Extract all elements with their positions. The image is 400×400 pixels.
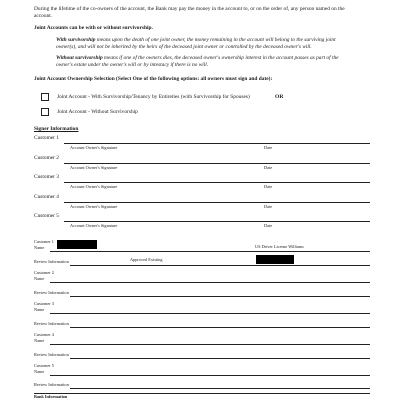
joint-accounts-heading: Joint Accounts can be with or without survivorship. <box>34 25 153 31</box>
customer-3-signature-line[interactable] <box>64 182 370 183</box>
or-label: OR <box>275 94 284 100</box>
option-without-survivorship-label: Joint Account - Without Survivorship <box>57 109 138 115</box>
redacted-id-1 <box>256 255 294 264</box>
review-3-review-line[interactable] <box>70 327 370 328</box>
intro-line-2: account. <box>34 13 53 19</box>
review-3-name-label: Name <box>34 307 45 312</box>
review-1-id-note: US Driver License Williams <box>255 244 304 249</box>
with-survivorship-line-2: owner(s), and will not be inherited by the heirs of the deceased joint owner or controlled by the deceased owner's will. <box>56 44 312 50</box>
customer-5-date-caption: Date <box>264 223 273 228</box>
review-1-name-label: Name <box>34 245 45 250</box>
redacted-name-1 <box>57 240 97 249</box>
review-4-name-label: Name <box>34 338 45 343</box>
review-2-customer-label: Customer 2 <box>34 270 54 275</box>
customer-2-signature-line[interactable] <box>64 163 370 164</box>
customer-1-date-caption: Date <box>264 145 273 150</box>
review-3-customer-label: Customer 3 <box>34 301 54 306</box>
option-with-survivorship-label: Joint Account - With Survivorship/Tenancy by Entireties (with Survivorship for Spouses) <box>57 94 250 100</box>
customer-3-signature-caption: Account Owner's Signature <box>70 184 118 189</box>
review-1-name-line[interactable] <box>50 251 370 252</box>
customer-4-label: Customer 4 <box>34 194 60 200</box>
review-2-review-label: Review Information <box>34 290 69 295</box>
review-5-review-line[interactable] <box>70 388 370 389</box>
customer-1-signature-caption: Account Owner's Signature <box>70 145 118 150</box>
review-5-name-line[interactable] <box>50 375 370 376</box>
review-5-customer-label: Customer 5 <box>34 363 54 368</box>
review-4-review-label: Review Information <box>34 352 69 357</box>
ownership-selection-heading: Joint Account Ownership Selection (Select One of the following options: all owners must sign and date): <box>34 76 273 82</box>
review-2-name-line[interactable] <box>50 282 370 283</box>
review-4-review-line[interactable] <box>70 358 370 359</box>
review-5-review-label: Review Information <box>34 382 69 387</box>
customer-5-signature-line[interactable] <box>64 221 370 222</box>
customer-4-date-caption: Date <box>264 204 273 209</box>
signer-information-heading: Signer Information <box>34 126 79 132</box>
customer-1-signature-line[interactable] <box>64 143 370 144</box>
bank-information-heading: Bank Information <box>34 394 68 399</box>
review-4-customer-label: Customer 4 <box>34 332 54 337</box>
review-3-name-line[interactable] <box>50 313 370 314</box>
intro-line-1: During the lifetime of the co-owners of the account, the Bank may pay the money in the account to, or on the order of, any person named on the <box>34 6 345 12</box>
review-2-name-label: Name <box>34 276 45 281</box>
review-1-approved-note: Approved Existing <box>130 257 163 262</box>
customer-4-signature-caption: Account Owner's Signature <box>70 204 118 209</box>
review-2-review-line[interactable] <box>70 296 370 297</box>
without-survivorship-line-1: Without survivorship means if one of the owners dies, the deceased owner's ownership interest in the account passes as part of the <box>56 55 339 61</box>
review-5-name-label: Name <box>34 369 45 374</box>
customer-2-label: Customer 2 <box>34 155 60 161</box>
review-1-customer-label: Customer 1 <box>34 239 54 244</box>
customer-3-date-caption: Date <box>264 184 273 189</box>
review-3-review-label: Review Information <box>34 321 69 326</box>
review-1-review-line[interactable] <box>70 265 370 266</box>
option-without-survivorship-checkbox[interactable] <box>41 108 49 116</box>
review-4-name-line[interactable] <box>50 344 370 345</box>
customer-3-label: Customer 3 <box>34 174 60 180</box>
customer-2-date-caption: Date <box>264 165 273 170</box>
customer-4-signature-line[interactable] <box>64 202 370 203</box>
bank-section-divider <box>34 393 370 394</box>
review-1-review-label: Review Information <box>34 259 69 264</box>
customer-1-label: Customer 1 <box>34 135 60 141</box>
customer-5-signature-caption: Account Owner's Signature <box>70 223 118 228</box>
without-survivorship-line-2: owner's estate under the owner's will or by intestacy if there is no will. <box>56 62 209 68</box>
option-with-survivorship-checkbox[interactable] <box>41 93 49 101</box>
customer-2-signature-caption: Account Owner's Signature <box>70 165 118 170</box>
with-survivorship-line-1: With survivorship means upon the death of one joint owner, the money remaining in the account will belong to the surviving joint <box>56 37 336 43</box>
customer-5-label: Customer 5 <box>34 213 60 219</box>
